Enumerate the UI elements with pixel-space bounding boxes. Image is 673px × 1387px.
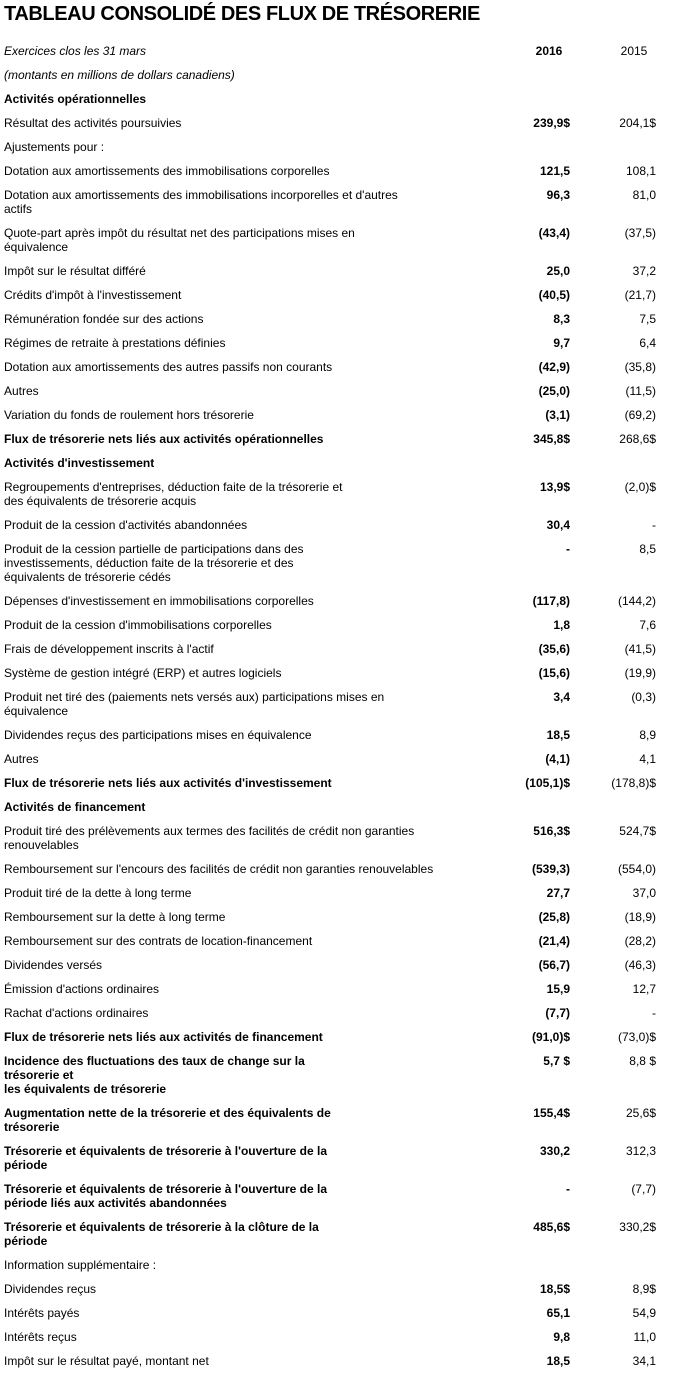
row-label: Trésorerie et équivalents de trésorerie à la clôture de la période (4, 1220, 319, 1248)
row-label: Remboursement sur des contrats de location-financement (4, 934, 313, 948)
value-2015: 524,7$ (619, 824, 656, 838)
value-2015: (69,2) (624, 408, 656, 422)
value-2015: (19,9) (624, 666, 656, 680)
value-2016: 485,6$ (533, 1220, 570, 1234)
value-2015: 25,6$ (625, 1106, 656, 1120)
value-2015: 7,6 (639, 618, 656, 632)
value-2016: 121,5 (539, 164, 570, 178)
value-2015: (144,2) (617, 594, 656, 608)
value-2016: - (566, 542, 570, 556)
value-2016: (21,4) (538, 934, 570, 948)
row-label: Dépenses d'investissement en immobilisations corporelles (4, 594, 314, 608)
value-2015: 8,8 $ (629, 1054, 656, 1068)
row-label: (montants en millions de dollars canadiens) (4, 68, 235, 82)
row-label: Dotation aux amortissements des immobilisations corporelles (4, 164, 330, 178)
value-2016: 516,3$ (533, 824, 570, 838)
value-2015: 81,0 (632, 188, 656, 202)
value-2016: (117,8) (532, 594, 570, 608)
row-label: Produit tiré de la dette à long terme (4, 886, 192, 900)
value-2016: 13,9$ (539, 480, 570, 494)
row-label: Émission d'actions ordinaires (4, 982, 160, 996)
row-label: Dotation aux amortissements des immobilisations incorporelles et d'autres actifs (4, 188, 398, 216)
value-2016: (15,6) (538, 666, 570, 680)
value-2015: 11,0 (633, 1330, 656, 1344)
value-2015: (7,7) (631, 1182, 656, 1196)
value-2016: (3,1) (545, 408, 570, 422)
row-label: Activités opérationnelles (4, 92, 147, 106)
value-2016: (4,1) (545, 752, 570, 766)
value-2015: 54,9 (632, 1306, 656, 1320)
value-2015: 12,7 (632, 982, 656, 996)
value-2015: 8,9 (639, 728, 656, 742)
row-label: Autres (4, 384, 39, 398)
row-label: Variation du fonds de roulement hors trésorerie (4, 408, 254, 422)
row-label: Frais de développement inscrits à l'actif (4, 642, 214, 656)
value-2015: (18,9) (624, 910, 656, 924)
value-2015: 268,6$ (619, 432, 656, 446)
row-label: Flux de trésorerie nets liés aux activités opérationnelles (4, 432, 324, 446)
value-2016: 27,7 (546, 886, 570, 900)
row-label: Activités d'investissement (4, 456, 155, 470)
value-2015: 6,4 (639, 336, 656, 350)
row-label: Ajustements pour : (4, 140, 105, 154)
row-label: Incidence des fluctuations des taux de change sur la trésorerie et les équivalents de trésorerie (4, 1054, 305, 1096)
row-label: Flux de trésorerie nets liés aux activités de financement (4, 1030, 323, 1044)
value-2015: (28,2) (624, 934, 656, 948)
row-label: Dividendes reçus (4, 1282, 97, 1296)
value-2015: (178,8)$ (611, 776, 656, 790)
page-title: TABLEAU CONSOLIDÉ DES FLUX DE TRÉSORERIE (4, 3, 480, 25)
value-2016: 5,7 $ (543, 1054, 570, 1068)
value-2016: 8,3 (553, 312, 570, 326)
value-2015: (46,3) (624, 958, 656, 972)
value-2016: 2016 (535, 44, 563, 58)
row-label: Flux de trésorerie nets liés aux activités d'investissement (4, 776, 332, 790)
row-label: Augmentation nette de la trésorerie et des équivalents de trésorerie (4, 1106, 331, 1134)
row-label: Activités de financement (4, 800, 146, 814)
value-2015: (37,5) (624, 226, 656, 240)
row-label: Rémunération fondée sur des actions (4, 312, 204, 326)
row-label: Remboursement sur l'encours des facilités de crédit non garanties renouvelables (4, 862, 434, 876)
value-2016: 96,3 (546, 188, 570, 202)
row-label: Système de gestion intégré (ERP) et autres logiciels (4, 666, 282, 680)
value-2016: (40,5) (538, 288, 570, 302)
value-2016: (35,6) (538, 642, 570, 656)
row-label: Information supplémentaire : (4, 1258, 157, 1272)
value-2015: 4,1 (639, 752, 656, 766)
row-label: Dotation aux amortissements des autres passifs non courants (4, 360, 333, 374)
row-label: Produit de la cession partielle de participations dans des investissements, déduction faite de la trésorerie et des équivalents de trésorerie cédés (4, 542, 304, 584)
row-label: Dividendes versés (4, 958, 103, 972)
value-2015: 108,1 (625, 164, 656, 178)
value-2016: (91,0)$ (531, 1030, 570, 1044)
value-2015: (11,5) (625, 384, 656, 398)
value-2016: 15,9 (546, 982, 570, 996)
value-2016: - (566, 1182, 570, 1196)
row-label: Impôt sur le résultat différé (4, 264, 146, 278)
value-2015: (41,5) (624, 642, 656, 656)
row-label: Produit de la cession d'activités abandonnées (4, 518, 248, 532)
value-2015: (21,7) (624, 288, 656, 302)
value-2015: 2015 (620, 44, 648, 58)
value-2016: (43,4) (538, 226, 570, 240)
value-2015: 312,3 (625, 1144, 656, 1158)
value-2015: 204,1$ (619, 116, 656, 130)
row-label: Impôt sur le résultat payé, montant net (4, 1354, 209, 1368)
value-2016: 155,4$ (533, 1106, 570, 1120)
row-label: Crédits d'impôt à l'investissement (4, 288, 182, 302)
value-2016: 1,8 (553, 618, 570, 632)
value-2015: 37,2 (632, 264, 656, 278)
row-label: Trésorerie et équivalents de trésorerie à l'ouverture de la période (4, 1144, 327, 1172)
value-2016: 330,2 (539, 1144, 570, 1158)
value-2015: 34,1 (632, 1354, 656, 1368)
row-label: Exercices clos les 31 mars (4, 44, 147, 58)
row-label: Quote-part après impôt du résultat net des participations mises en équivalence (4, 226, 355, 254)
value-2016: 18,5 (546, 1354, 570, 1368)
value-2016: (25,0) (538, 384, 570, 398)
value-2015: - (652, 1006, 656, 1020)
value-2015: - (652, 518, 656, 532)
value-2016: (539,3) (531, 862, 570, 876)
value-2015: 8,9$ (632, 1282, 656, 1296)
value-2015: (2,0)$ (624, 480, 656, 494)
row-label: Produit de la cession d'immobilisations corporelles (4, 618, 272, 632)
value-2016: (56,7) (538, 958, 570, 972)
row-label: Rachat d'actions ordinaires (4, 1006, 149, 1020)
row-label: Trésorerie et équivalents de trésorerie à l'ouverture de la période liés aux activités abandonnées (4, 1182, 327, 1210)
row-label: Résultat des activités poursuivies (4, 116, 182, 130)
row-label: Régimes de retraite à prestations définies (4, 336, 226, 350)
value-2015: 330,2$ (619, 1220, 656, 1234)
value-2015: 8,5 (639, 542, 656, 556)
row-label: Autres (4, 752, 39, 766)
value-2016: (42,9) (538, 360, 570, 374)
value-2016: 239,9$ (533, 116, 570, 130)
value-2016: 25,0 (546, 264, 570, 278)
row-label: Produit net tiré des (paiements nets versés aux) participations mises en équivalence (4, 690, 385, 718)
value-2016: (7,7) (545, 1006, 570, 1020)
value-2015: 7,5 (639, 312, 656, 326)
value-2016: 18,5$ (539, 1282, 570, 1296)
row-label: Produit tiré des prélèvements aux termes des facilités de crédit non garanties renouvelables (4, 824, 415, 852)
value-2016: (25,8) (538, 910, 570, 924)
value-2016: (105,1)$ (525, 776, 570, 790)
value-2016: 18,5 (546, 728, 570, 742)
value-2015: (554,0) (617, 862, 656, 876)
value-2016: 3,4 (553, 690, 570, 704)
value-2015: (0,3) (631, 690, 656, 704)
value-2016: 9,7 (553, 336, 570, 350)
row-label: Remboursement sur la dette à long terme (4, 910, 226, 924)
row-label: Intérêts payés (4, 1306, 80, 1320)
row-label: Regroupements d'entreprises, déduction faite de la trésorerie et des équivalents de trésorerie acquis (4, 480, 343, 508)
value-2016: 345,8$ (533, 432, 570, 446)
value-2015: 37,0 (632, 886, 656, 900)
value-2016: 9,8 (553, 1330, 570, 1344)
value-2016: 65,1 (546, 1306, 570, 1320)
value-2015: (35,8) (624, 360, 656, 374)
value-2016: 30,4 (546, 518, 570, 532)
row-label: Intérêts reçus (4, 1330, 77, 1344)
value-2015: (73,0)$ (617, 1030, 656, 1044)
row-label: Dividendes reçus des participations mises en équivalence (4, 728, 312, 742)
